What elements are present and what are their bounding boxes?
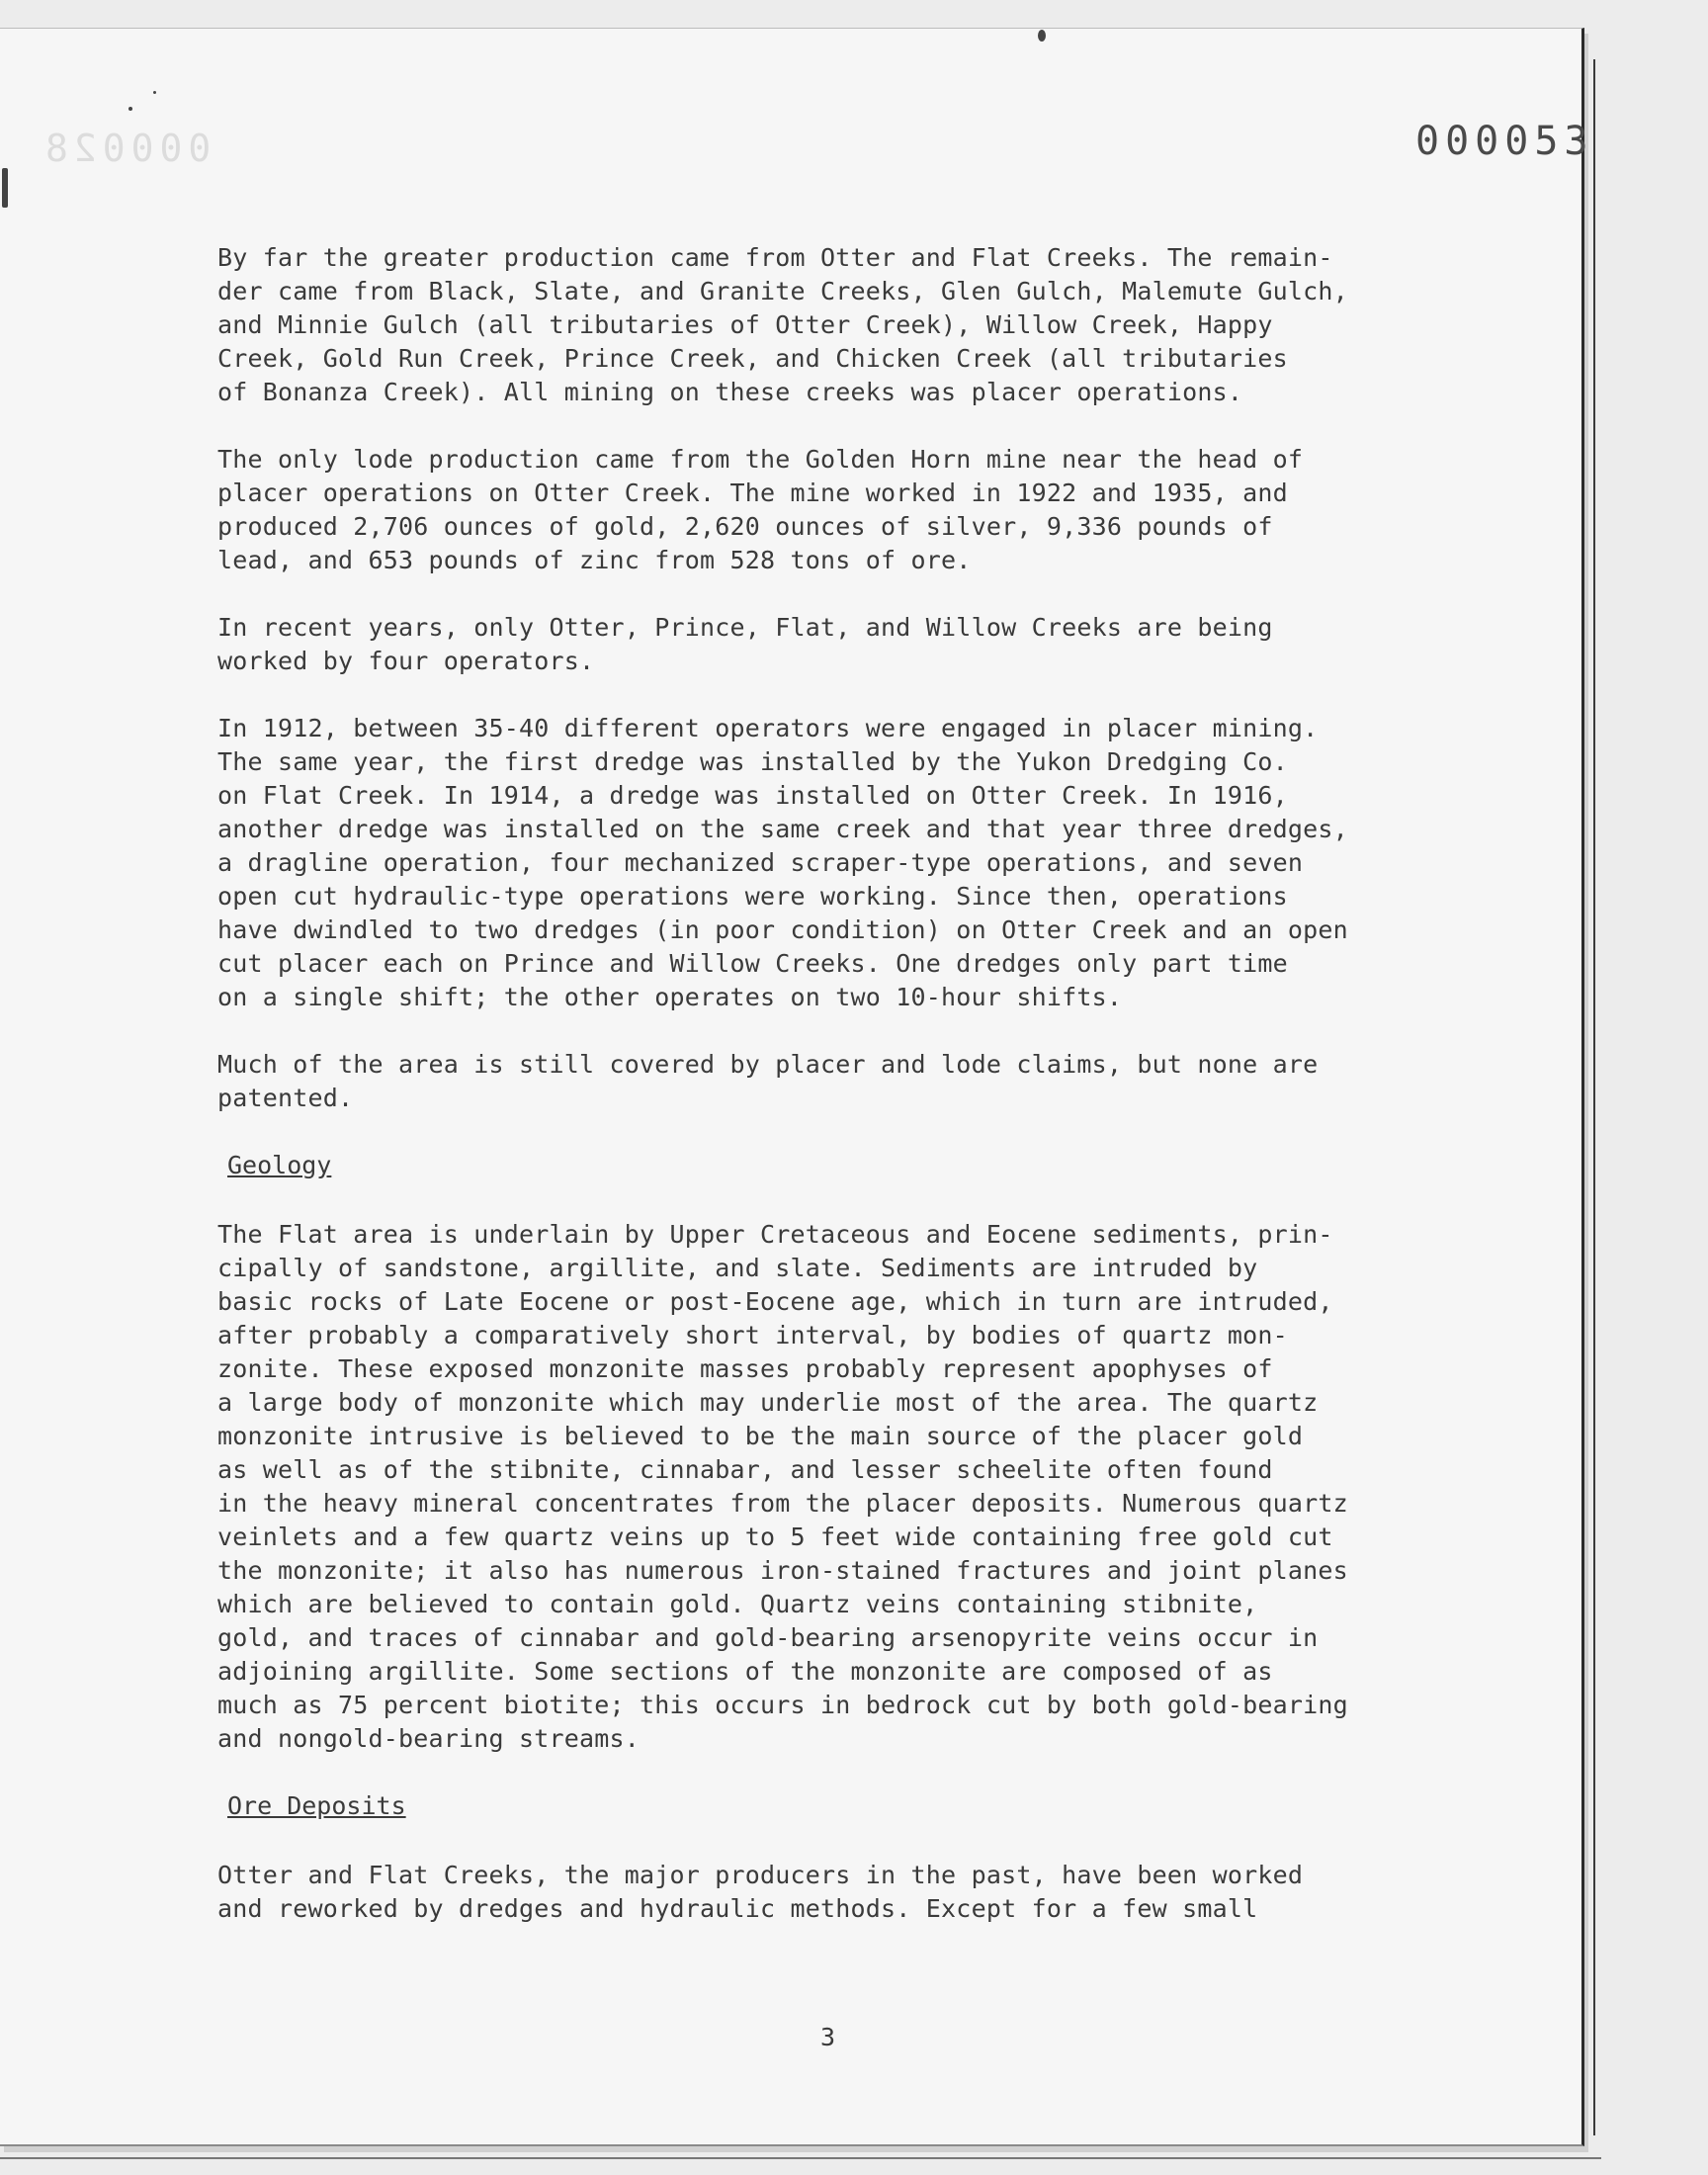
- paragraph-lode-production: The only lode production came from the Golden Horn mine near the head of placer operations on Otter Creek. The mine worked in 1922 and 1935, and produced 2,706 ounces of gold, 2,620 ounces of silver, 9,336 pounds of lead, and 653 pounds of zinc from 528 tons of ore.: [217, 445, 1304, 574]
- scan-speck: [2, 168, 8, 208]
- page-number: 3: [820, 2023, 836, 2051]
- page-edge-line: [1593, 59, 1595, 2135]
- ore-deposits-heading: Ore Deposits: [227, 1791, 406, 1820]
- scan-speck: [128, 107, 132, 111]
- body-text: [217, 241, 1522, 1959]
- geology-heading: Geology: [227, 1151, 332, 1179]
- document-number: 000053: [1415, 119, 1594, 164]
- paragraph-claims: Much of the area is still covered by placer and lode claims, but none are patented.: [217, 1050, 1319, 1112]
- ore-deposits-paragraph: Otter and Flat Creeks, the major producers in the past, have been worked and reworked by dredges and hydraulic methods. Except for a few small: [217, 1861, 1304, 1923]
- paragraph-production: By far the greater production came from Otter and Flat Creeks. The remain- der came from Black, Slate, and Granite Creeks, Glen Gulch, Malemute Gulch, and Minnie Gulch (all tributaries of Otter Creek), Willow Creek, Happy Creek, Gold Run Creek, Prince Creek, and Chicken Creek (all tributaries of Bonanza Creek). All mining on these creeks was placer operations.: [217, 243, 1348, 406]
- paragraph-history-1912: In 1912, between 35-40 different operators were engaged in placer mining. The same year, the first dredge was installed by the Yukon Dredging Co. on Flat Creek. In 1914, a dredge was installed on Otter Creek. In 1916, another dredge was installed on the same creek and that year three dredges, a dragline operation, four mechanized scraper-type operations, and seven open cut hydraulic-type operations were working. Since then, operations have dwindled to two dredges (in poor condition) on Otter Creek and an open cut placer each on Prince and Willow Creeks. One dredges only part time on a single shift; the other operates on two 10-hour shifts.: [217, 714, 1348, 1011]
- scan-speck: [1038, 30, 1046, 42]
- page-bottom-edge: [0, 2157, 1601, 2159]
- scan-speck: [153, 91, 156, 94]
- bleed-through-code: 000028: [40, 127, 212, 170]
- paragraph-recent-years: In recent years, only Otter, Prince, Flat, and Willow Creeks are being worked by four operators.: [217, 613, 1273, 675]
- geology-paragraph: The Flat area is underlain by Upper Cretaceous and Eocene sediments, prin- cipally of sandstone, argillite, and slate. Sediments are intruded by basic rocks of Late Eocene or post-Eocene age, which in turn are intruded, after probably a comparatively short interval, by bodies of quartz mon- zonite. These exposed monzonite masses probably represent apophyses of a large body of monzonite which may underlie most of the area. The quartz monzonite intrusive is believed to be the main source of the placer gold as well as of the stibnite, cinnabar, and lesser scheelite often found in the heavy mineral concentrates from the placer deposits. Numerous quartz veinlets and a few quartz veins up to 5 feet wide containing free gold cut the monzonite; it also has numerous iron-stained fractures and joint planes which are believed to contain gold. Quartz veins containing stibnite, gold, and traces of cinnabar and gold-bearing arsenopyrite veins occur in adjoining argillite. Some sections of the monzonite are composed of as much as 75 percent biotite; this occurs in bedrock cut by both gold-bearing and nongold-bearing streams.: [217, 1220, 1348, 1753]
